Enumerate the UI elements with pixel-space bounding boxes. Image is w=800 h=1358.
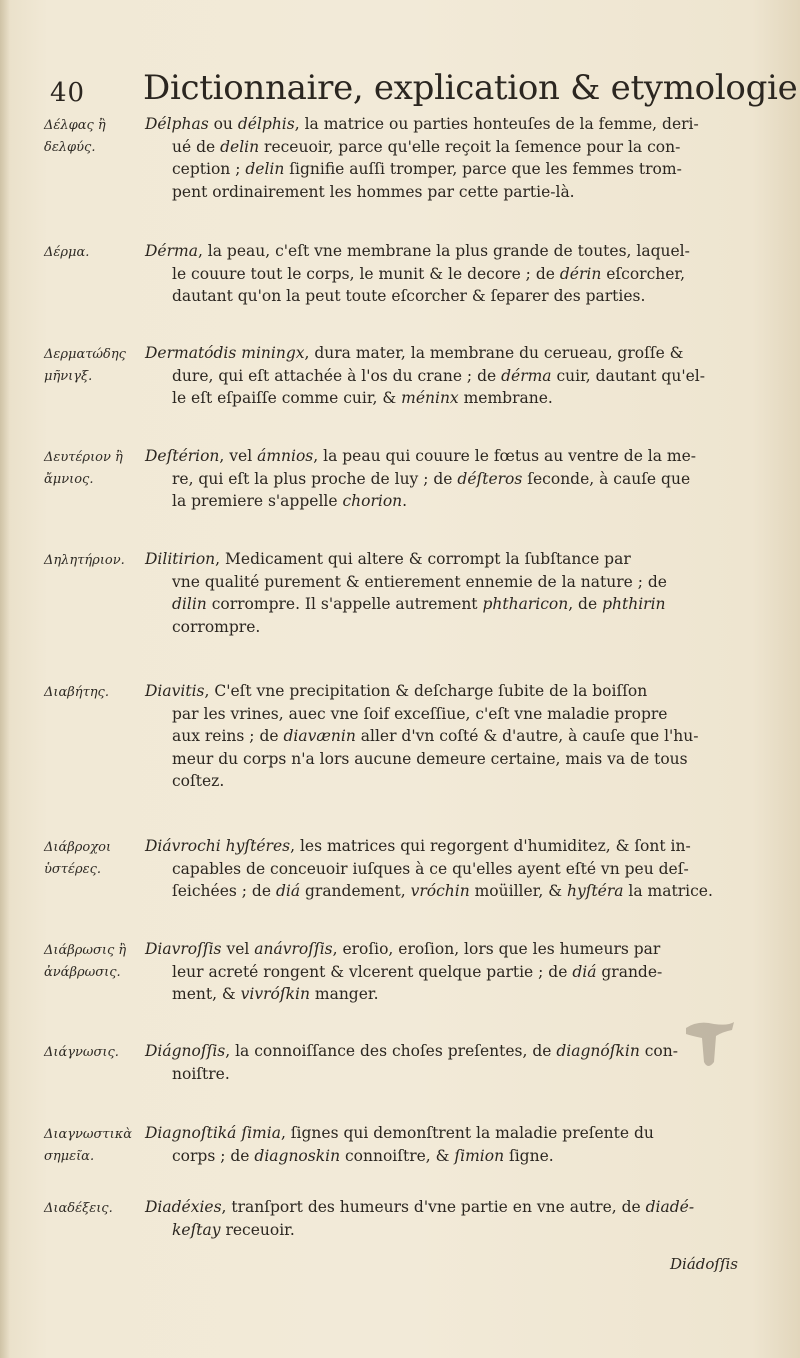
italic-term: Deſtérion xyxy=(145,447,220,465)
definition-text: la matrice. xyxy=(623,882,713,900)
definition-line xyxy=(145,240,745,263)
definition-text: ception ; xyxy=(172,160,246,178)
italic-term: dérma xyxy=(501,366,552,385)
definition-line xyxy=(145,593,745,616)
definition-text: ſigne. xyxy=(504,1146,554,1165)
definition-line xyxy=(145,938,745,961)
definition-line xyxy=(145,1219,745,1242)
running-title: Dictionnaire, explication & etymologie xyxy=(143,68,798,108)
definition-line xyxy=(145,490,745,513)
greek-headword xyxy=(44,115,144,159)
definition-text: aux reins ; de xyxy=(172,727,284,745)
italic-term: Dermatódis miningx xyxy=(145,344,305,362)
page-header xyxy=(50,68,798,114)
definition-line xyxy=(145,680,745,703)
definition-text: aller d'vn coſté & d'autre, à cauſe que l'hu- xyxy=(355,727,699,745)
definition-line xyxy=(145,113,745,136)
greek-headword-line: ὑστέρες. xyxy=(44,862,101,877)
greek-headword-line: Διάγνωσις. xyxy=(44,1045,119,1060)
italic-term: dérin xyxy=(559,264,602,283)
greek-headword-line: Δέρμα. xyxy=(44,245,90,260)
definition-line xyxy=(145,616,745,639)
definition-text: le couure tout le corps, le munit & le decore ; de xyxy=(172,264,560,283)
greek-headword-line: Διαβήτης. xyxy=(44,685,109,700)
definition-text: , la peau qui couure le fœtus au ventre de la me- xyxy=(313,447,697,465)
italic-term: déſteros xyxy=(457,469,523,488)
italic-term: Diagnoſtiká ſimia xyxy=(145,1124,281,1142)
definition-text: ſeichées ; de xyxy=(172,882,276,900)
definition-text: pent ordinairement les hommes par cette partie-là. xyxy=(172,182,575,201)
italic-term: chorion xyxy=(342,492,403,510)
greek-headword-line: ἀνάβρωσις. xyxy=(44,965,121,980)
italic-term: ſimion xyxy=(454,1146,505,1165)
italic-term: ámnios xyxy=(257,447,314,465)
italic-term: diavænin xyxy=(283,727,356,745)
definition-text: ſignifie auſſi tromper, parce que les femmes trom- xyxy=(284,160,682,178)
definition-line xyxy=(145,835,745,858)
definition-text: , dura mater, la membrane du cerueau, groſſe & xyxy=(304,344,684,362)
italic-term: vróchin xyxy=(410,882,470,900)
definition-line xyxy=(145,1122,745,1145)
definition-text: cuir, dautant qu'el- xyxy=(551,366,705,385)
page-number: 40 xyxy=(50,78,86,108)
definition-text: leur acreté rongent & vlcerent quelque partie ; de xyxy=(172,962,573,981)
italic-term: delin xyxy=(245,160,285,178)
definition-line xyxy=(145,571,745,594)
entry-definition xyxy=(145,1040,745,1085)
greek-headword xyxy=(44,1042,144,1064)
definition-line xyxy=(145,1145,745,1168)
italic-term: diadé- xyxy=(645,1198,695,1216)
greek-headword-line: Διάβρωσις ἢ xyxy=(44,943,127,958)
definition-text: ment, & xyxy=(172,985,241,1003)
definition-text: con- xyxy=(639,1042,678,1060)
definition-text: corrompre. Il s'appelle autrement xyxy=(206,595,483,613)
greek-headword-line: μῆνιγξ. xyxy=(44,369,93,384)
definition-line xyxy=(145,961,745,984)
definition-text: grandement, xyxy=(300,882,411,900)
italic-term: Dérma xyxy=(145,242,198,260)
italic-term: hyſtéra xyxy=(566,882,624,900)
definition-line xyxy=(145,136,745,159)
definition-text: receuoir, parce qu'elle reçoit la ſemence pour la con- xyxy=(259,137,681,156)
italic-term: delin xyxy=(220,137,260,156)
greek-headword-line: Δέλφας ἢ xyxy=(44,118,106,133)
definition-line xyxy=(145,1040,745,1063)
greek-headword-line: ἄμνιος. xyxy=(44,472,94,487)
greek-headword-line: Διαγνωστικὰ xyxy=(44,1127,133,1142)
definition-text: vne qualité purement & entierement ennemie de la nature ; de xyxy=(172,572,667,591)
definition-text: , de xyxy=(568,595,603,613)
definition-text: . xyxy=(402,492,408,510)
definition-line xyxy=(145,263,745,286)
definition-text: meur du corps n'a lors aucune demeure certaine, mais va de tous xyxy=(172,749,688,768)
definition-text: ou xyxy=(208,115,238,133)
italic-term: Diadéxies xyxy=(145,1198,222,1216)
definition-line xyxy=(145,880,745,903)
italic-term: vivróſkin xyxy=(240,985,310,1003)
definition-text: coſtez. xyxy=(172,772,225,790)
definition-text: par les vrines, auec vne ſoif exceſſiue, c'eſt vne maladie propre xyxy=(172,704,668,723)
entry-definition xyxy=(145,548,745,638)
page-spine-shadow xyxy=(0,0,10,1358)
definition-text: dautant qu'on la peut toute eſcorcher & ſeparer des parties. xyxy=(172,287,646,305)
definition-text: , la peau, c'eſt vne membrane la plus grande de toutes, laquel- xyxy=(197,242,690,260)
entry-definition xyxy=(145,680,745,793)
definition-text: , tranſport des humeurs d'vne partie en vne autre, de xyxy=(221,1198,646,1216)
italic-term: dilin xyxy=(172,595,207,613)
definition-line xyxy=(145,983,745,1006)
italic-term: diá xyxy=(572,962,597,981)
italic-term: diagnoskin xyxy=(254,1146,341,1165)
definition-text: corps ; de xyxy=(172,1146,255,1165)
greek-headword xyxy=(44,550,144,572)
definition-line xyxy=(145,748,745,771)
greek-headword xyxy=(44,837,144,881)
greek-headword xyxy=(44,1198,144,1220)
entry-definition xyxy=(145,240,745,308)
definition-text: le eſt eſpaiſſe comme cuir, & xyxy=(172,389,402,407)
greek-headword xyxy=(44,682,144,704)
definition-text: grande- xyxy=(596,962,663,981)
italic-term: diá xyxy=(275,882,301,900)
italic-term: Dilitirion xyxy=(145,550,216,568)
definition-text: noiſtre. xyxy=(172,1064,230,1083)
italic-term: Diavroſſis xyxy=(145,940,222,958)
definition-text: , la connoiſſance des choſes preſentes, de xyxy=(225,1042,557,1060)
italic-term: anávroſſis xyxy=(254,940,333,958)
definition-text: manger. xyxy=(309,985,379,1003)
greek-headword-line: Διαδέξεις. xyxy=(44,1201,113,1216)
ink-stain-mark xyxy=(678,1012,738,1072)
greek-headword-line: Δερματώδης xyxy=(44,347,126,362)
definition-line xyxy=(145,548,745,571)
italic-term: délphis xyxy=(237,115,295,133)
italic-term: méninx xyxy=(401,389,459,407)
definition-text: , ſignes qui demonſtrent la maladie preſente du xyxy=(280,1124,654,1142)
definition-line xyxy=(145,181,745,204)
definition-line xyxy=(145,285,745,308)
definition-line xyxy=(145,468,745,491)
greek-headword xyxy=(44,940,144,984)
definition-text: capables de conceuoir iuſques à ce qu'elles ayent eſté vn peu deſ- xyxy=(172,859,689,878)
entry-definition xyxy=(145,113,745,203)
definition-text: moüiller, & xyxy=(469,882,567,900)
definition-text: la premiere s'appelle xyxy=(172,492,343,510)
definition-text: re, qui eſt la plus proche de luy ; de xyxy=(172,469,458,488)
definition-line xyxy=(145,770,745,793)
entry-definition xyxy=(145,1122,745,1167)
definition-text: receuoir. xyxy=(220,1220,295,1239)
italic-term: diagnóſkin xyxy=(556,1042,640,1060)
entry-definition xyxy=(145,938,745,1006)
entry-definition xyxy=(145,445,745,513)
definition-text: dure, qui eſt attachée à l'os du crane ; de xyxy=(172,366,502,385)
definition-text: vel xyxy=(221,940,255,958)
definition-text: corrompre. xyxy=(172,617,261,636)
definition-line xyxy=(145,445,745,468)
greek-headword xyxy=(44,447,144,491)
definition-line xyxy=(145,725,745,748)
italic-term: keſtay xyxy=(172,1220,221,1239)
greek-headword-line: Δηλητήριον. xyxy=(44,553,125,568)
italic-term: Diágnoſſis xyxy=(145,1042,226,1060)
greek-headword-line: δελφύς. xyxy=(44,140,96,155)
italic-term: phtharicon xyxy=(482,595,569,613)
catchword: Diádoſſis xyxy=(670,1255,738,1273)
italic-term: phthirin xyxy=(602,595,666,613)
greek-headword-line: Δευτέριον ἢ xyxy=(44,450,123,465)
definition-text: , Medicament qui altere & corrompt la ſubſtance par xyxy=(215,550,631,568)
definition-line xyxy=(145,387,745,410)
definition-line xyxy=(145,1063,745,1086)
italic-term: Diávrochi hyſtéres xyxy=(145,837,291,855)
entry-definition xyxy=(145,1196,745,1241)
greek-headword xyxy=(44,1124,144,1168)
definition-line xyxy=(145,365,745,388)
italic-term: Diavitis xyxy=(145,682,205,700)
greek-headword xyxy=(44,242,144,264)
definition-text: , la matrice ou parties honteuſes de la femme, deri- xyxy=(294,115,699,133)
definition-text: , vel xyxy=(219,447,258,465)
definition-line xyxy=(145,858,745,881)
definition-text: ſeconde, à cauſe que xyxy=(522,469,691,488)
definition-text: membrane. xyxy=(458,389,553,407)
definition-text: , eroſio, eroſion, lors que les humeurs par xyxy=(332,940,661,958)
definition-text: ué de xyxy=(172,137,221,156)
definition-text: , les matrices qui regorgent d'humiditez, & ſont in- xyxy=(290,837,691,855)
definition-line xyxy=(145,158,745,181)
entry-definition xyxy=(145,342,745,410)
italic-term: Délphas xyxy=(145,115,209,133)
greek-headword-line: σημεῖα. xyxy=(44,1149,95,1164)
definition-text: connoiſtre, & xyxy=(340,1146,455,1165)
definition-text: eſcorcher, xyxy=(601,264,686,283)
definition-line xyxy=(145,703,745,726)
greek-headword-line: Διάβροχοι xyxy=(44,840,112,855)
definition-line xyxy=(145,1196,745,1219)
definition-line xyxy=(145,342,745,365)
entry-definition xyxy=(145,835,745,903)
definition-text: , C'eſt vne precipitation & deſcharge ſubite de la boiſſon xyxy=(204,682,648,700)
greek-headword xyxy=(44,344,144,388)
